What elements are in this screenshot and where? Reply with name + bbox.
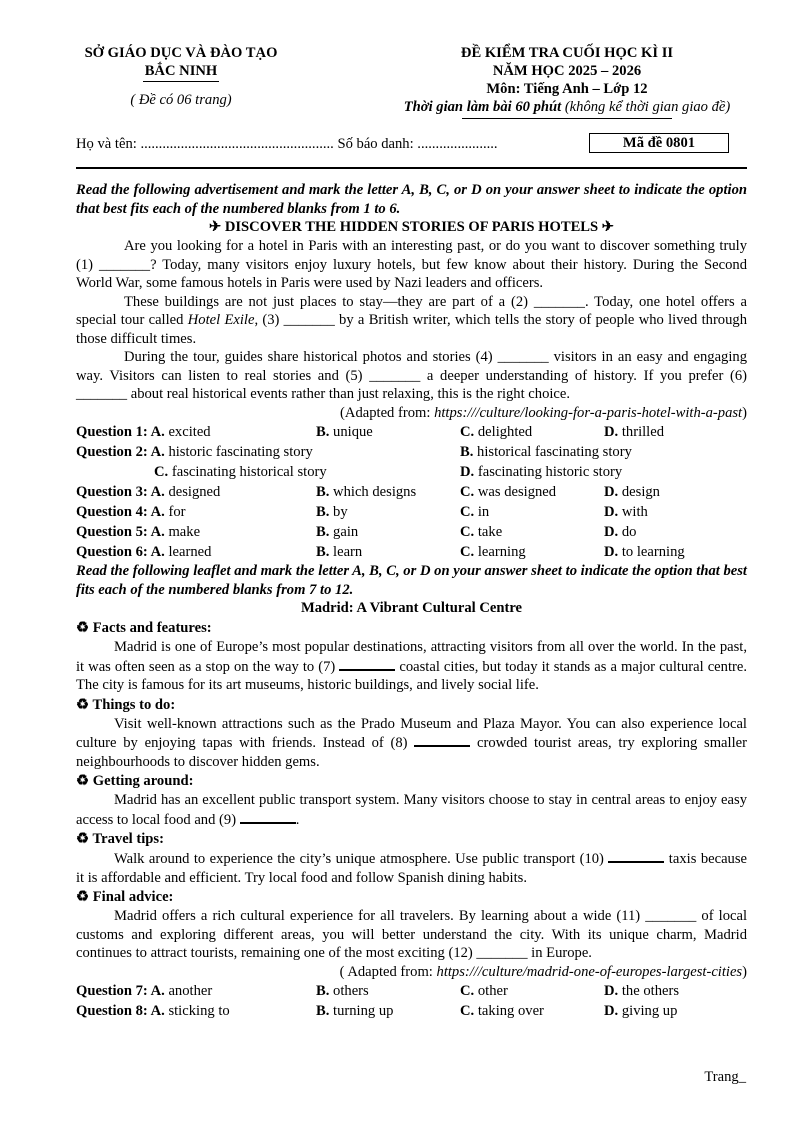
province-name: BẮC NINH [144, 63, 218, 79]
question-row [76, 442, 747, 482]
section2-paragraph-tips [76, 849, 747, 887]
option-d[interactable]: D. fascinating historic story [460, 464, 623, 480]
option-c[interactable]: C. fascinating historical story [154, 464, 327, 480]
option-c[interactable]: C. take [460, 524, 503, 540]
question-label: Question 3: [76, 484, 148, 500]
option-a[interactable]: Question 3: A. designed [76, 484, 221, 500]
option-b[interactable]: B. which designs [316, 484, 417, 500]
section2-heading-tips [76, 830, 747, 849]
section1-paragraph-2 [76, 293, 747, 349]
option-a[interactable]: Question 5: A. make [76, 524, 201, 540]
option-text: other [477, 983, 508, 999]
option-d[interactable]: D. giving up [604, 1003, 678, 1019]
blank-8 [414, 733, 470, 747]
recycle-icon: ♻ [76, 831, 90, 847]
option-b[interactable]: B. by [316, 504, 348, 520]
option-text: giving up [621, 1003, 678, 1019]
heading-text: Things to do: [92, 696, 176, 713]
text: Madrid has an excellent public transport system. Many visitors choose to stay in central areas to enjoy easy access to local food and (9) [76, 792, 747, 828]
student-info-row [76, 133, 747, 155]
option-text: was designed [477, 484, 557, 500]
option-a[interactable]: Question 7: A. another [76, 983, 213, 999]
time-limit-note: (không kể thời gian giao đề) [561, 99, 731, 115]
section2-title: Madrid: A Vibrant Cultural Centre [300, 600, 523, 616]
exam-title: ĐỀ KIỂM TRA CUỐI HỌC KÌ II [460, 45, 674, 61]
option-d[interactable]: D. do [604, 524, 637, 540]
question-row [76, 482, 747, 502]
recycle-icon: ♻ [76, 696, 90, 713]
question-row [76, 422, 747, 442]
section2-heading-facts [76, 619, 747, 638]
option-d[interactable]: D. to learning [604, 544, 685, 560]
option-a[interactable]: Question 2: A. historic fascinating story [76, 444, 313, 460]
option-text: the others [621, 983, 680, 999]
heading-text: Travel tips: [92, 831, 164, 847]
option-text: fascinating historical story [171, 464, 327, 480]
text: coastal cities, but today it stands as a major cultural centre. The city is famous for its art museums, historic buildings, and lively social life. [76, 658, 747, 693]
section2-instruction: Read the following leaflet and mark the letter A, B, C, or D on your answer sheet to indicate the option that best fits each of the numbered blanks from 7 to 12. [76, 563, 747, 598]
divider [76, 167, 747, 169]
option-c[interactable]: C. other [460, 983, 508, 999]
blank-10 [608, 849, 664, 863]
text: . [295, 811, 300, 828]
option-text: fascinating historic story [477, 464, 623, 480]
heading-text: Getting around: [92, 773, 194, 789]
text: (Adapted from: [340, 404, 435, 421]
source-url: https:///culture/madrid-one-of-europes-largest-cities [436, 963, 743, 980]
option-text: learning [477, 544, 526, 560]
section1-title: ✈ DISCOVER THE HIDDEN STORIES OF PARIS HOTELS ✈ [208, 219, 615, 235]
text: ( Adapted from: [339, 963, 437, 980]
department-name: SỞ GIÁO DỤC VÀ ĐÀO TẠO [84, 45, 278, 61]
heading-text: Facts and features: [92, 620, 212, 636]
option-text: thrilled [621, 424, 665, 440]
option-text: in [477, 504, 490, 520]
time-limit-bold: Thời gian làm bài 60 phút [403, 99, 562, 115]
recycle-icon: ♻ [76, 773, 90, 789]
question-row [76, 542, 747, 562]
option-d[interactable]: D. thrilled [604, 424, 665, 440]
option-text: historical fascinating story [477, 444, 632, 460]
divider [143, 81, 219, 82]
question-row [76, 522, 747, 542]
option-d[interactable]: D. the others [604, 983, 680, 999]
option-a[interactable]: Question 1: A. excited [76, 424, 211, 440]
question-row [76, 502, 747, 522]
question-label: Question 8: [76, 1003, 148, 1019]
option-text: do [621, 524, 637, 540]
option-text: unique [333, 424, 373, 440]
heading-text: Final advice: [92, 889, 174, 905]
student-info: Họ và tên: ..................................................... Số báo danh: ...................... [76, 136, 498, 152]
option-text: historic fascinating story [168, 444, 313, 460]
option-b[interactable]: B. gain [316, 524, 359, 540]
option-text: turning up [333, 1003, 394, 1019]
subject: Môn: Tiếng Anh – Lớp 12 [486, 81, 648, 97]
source-url: https:///culture/looking-for-a-paris-hotel-with-a-past [434, 404, 743, 421]
option-text: with [621, 504, 648, 520]
exam-page [76, 44, 747, 1021]
option-text: gain [333, 524, 359, 540]
option-text: another [168, 983, 213, 999]
text: These buildings are not just places to stay—they are part of a (2) _______. Today, one hotel offers a special tour called [76, 293, 747, 328]
option-text: taking over [477, 1003, 544, 1019]
option-text: designed [168, 484, 221, 500]
blank-7 [339, 657, 395, 671]
section1-paragraph-3: During the tour, guides share historical photos and stories (4) _______ visitors in an easy and engaging way. Visitors can listen to real stories and (5) _______ a deeper understanding of history. If you prefer (6) _______ about real historical events rather than just relaxing, this is the right choice. [76, 349, 747, 402]
section2-heading-final [76, 888, 747, 907]
option-b[interactable]: B. others [316, 983, 369, 999]
option-text: sticking to [168, 1003, 230, 1019]
option-text: excited [168, 424, 211, 440]
option-text: which designs [333, 484, 417, 500]
question-label: Question 7: [76, 983, 148, 999]
option-text: others [333, 983, 369, 999]
section2-heading-getting-around [76, 772, 747, 791]
question-label: Question 2: [76, 444, 148, 460]
time-limit [367, 98, 767, 116]
text: crowded tourist areas, try exploring smaller neighbourhoods to discover hidden gems. [76, 735, 747, 770]
question-label: Question 1: [76, 424, 148, 440]
option-b[interactable]: B. unique [316, 424, 373, 440]
section2-heading-things [76, 696, 747, 715]
recycle-icon: ♻ [76, 889, 90, 905]
option-text: take [477, 524, 503, 540]
text: , (3) _______ by a British writer, which tells the story of people who lived through those difficult times. [76, 312, 747, 347]
divider [462, 118, 672, 119]
text: ) [742, 963, 747, 980]
page-count-note: ( Đề có 06 trang) [130, 92, 232, 108]
option-text: delighted [477, 424, 533, 440]
section1-paragraph-1: Are you looking for a hotel in Paris with an interesting past, or do you want to discover something truly (1) _______? Today, many visitors enjoy luxury hotels, but few know about their history. During the Second World War, some famous hotels in Paris were used by Nazi leaders and officers. [76, 238, 747, 291]
page-footer: Trang_ [704, 1069, 746, 1085]
question-label: Question 4: [76, 504, 148, 520]
option-a[interactable]: Question 8: A. sticking to [76, 1003, 230, 1019]
exam-header [76, 44, 747, 119]
text: Madrid is one of Europe’s most popular destinations, attracting visitors from all over the world. In the past, it was often seen as a stop on the way to (7) [76, 639, 747, 675]
exam-code: Mã đề 0801 [589, 133, 729, 153]
hotel-exile-italic: Hotel Exile [187, 312, 255, 328]
option-text: for [168, 504, 186, 520]
option-a[interactable]: Question 6: A. learned [76, 544, 212, 560]
option-text: learn [333, 544, 363, 560]
text: ) [742, 404, 747, 421]
section2-paragraph-getting-around [76, 791, 747, 829]
option-a[interactable]: Question 4: A. for [76, 504, 186, 520]
section2-paragraph-final: Madrid offers a rich cultural experience for all travelers. By learning about a wide (11) _______ of local customs and exploring different areas, you will better understand the city. With its unique charm, Madrid continues to attract tourists, remaining one of the most exciting (12) _______ in Europe. [76, 908, 747, 961]
option-text: by [333, 504, 348, 520]
section2-paragraph-things [76, 715, 747, 772]
question-label: Question 5: [76, 524, 148, 540]
section1-source [76, 404, 747, 423]
option-c[interactable]: C. learning [460, 544, 526, 560]
option-c[interactable]: C. in [460, 504, 490, 520]
option-b[interactable]: B. historical fascinating story [460, 444, 632, 460]
header-right [367, 44, 767, 119]
school-year: NĂM HỌC 2025 – 2026 [492, 63, 642, 79]
header-left [76, 44, 286, 119]
option-text: learned [168, 544, 212, 560]
option-c[interactable]: C. was designed [460, 484, 557, 500]
option-text: make [168, 524, 201, 540]
section1-instruction: Read the following advertisement and mark the letter A, B, C, or D on your answer sheet to indicate the option that best fits each of the numbered blanks from 1 to 6. [76, 182, 747, 217]
option-b[interactable]: B. learn [316, 544, 363, 560]
section2-paragraph-facts [76, 638, 747, 695]
blank-9 [240, 810, 296, 824]
option-text: design [621, 484, 660, 500]
text: taxis because it is affordable and efficient. Try local food and follow Spanish dining habits. [76, 851, 748, 886]
question-row [76, 981, 747, 1001]
question-row [76, 1001, 747, 1021]
text: Walk around to experience the city’s unique atmosphere. Use public transport (10) [114, 851, 609, 867]
recycle-icon: ♻ [76, 620, 90, 636]
option-d[interactable]: D. with [604, 504, 648, 520]
option-text: to learning [621, 544, 685, 560]
option-b[interactable]: B. turning up [316, 1003, 394, 1019]
option-c[interactable]: C. taking over [460, 1003, 544, 1019]
question-label: Question 6: [76, 544, 148, 560]
text: Visit well-known attractions such as the Prado Museum and Plaza Mayor. You can also experience local culture by enjoying tapas with friends. Instead of (8) [76, 715, 747, 751]
section2-source [76, 963, 747, 982]
option-d[interactable]: D. design [604, 484, 660, 500]
option-c[interactable]: C. delighted [460, 424, 533, 440]
